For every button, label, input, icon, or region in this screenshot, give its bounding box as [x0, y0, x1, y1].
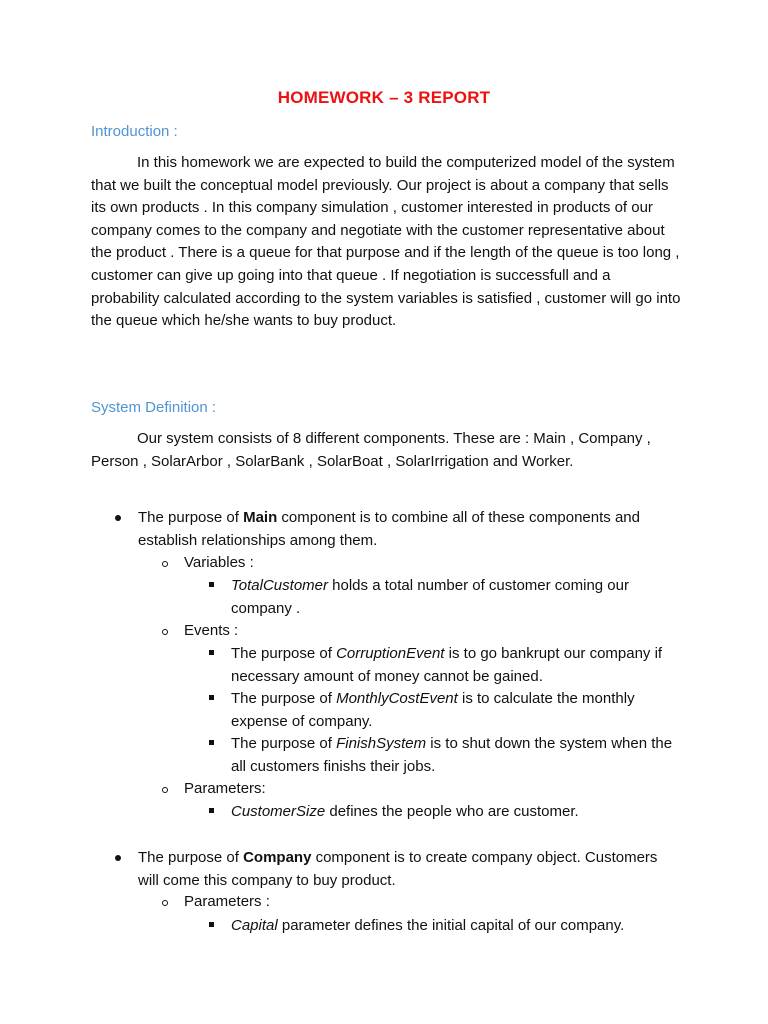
system-definition-paragraph: [91, 428, 681, 473]
bullet-circle-icon: [162, 629, 168, 635]
company-parameters-label: Parameters :: [184, 893, 270, 910]
company-component-bullet: The purpose of Company component is to create company object. Customers will come this company to buy product.: [138, 849, 658, 889]
bullet-circle-icon: [162, 787, 168, 793]
introduction-paragraph: [91, 152, 681, 333]
monthly-cost-event-item: The purpose of MonthlyCostEvent is to calculate the monthly expense of company.: [231, 690, 635, 730]
main-component-bullet: The purpose of Main component is to combine all of these components and establish relationships among them.: [138, 509, 640, 549]
parameters-label: Parameters:: [184, 780, 266, 797]
bullet-square-icon: [209, 582, 214, 587]
system-definition-text: Our system consists of 8 different components. These are : Main , Company , Person , SolarArbor , SolarBank , SolarBoat , SolarIrrigation and Worker.: [91, 430, 651, 470]
customer-size-item: CustomerSize defines the people who are customer.: [231, 803, 579, 820]
capital-item: Capital parameter defines the initial capital of our company.: [231, 917, 625, 934]
bullet-square-icon: [209, 650, 214, 655]
introduction-heading: Introduction :: [91, 123, 178, 140]
total-customer-item: TotalCustomer holds a total number of customer coming our company .: [231, 577, 629, 617]
bullet-disc-icon: [115, 855, 121, 861]
bullet-circle-icon: [162, 561, 168, 567]
bullet-square-icon: [209, 922, 214, 927]
bullet-square-icon: [209, 695, 214, 700]
introduction-text: In this homework we are expected to build the computerized model of the system that we built the conceptual model previously. Our project is about a company that sells its own products . In this company simulation , customer interested in products of our company comes to the company and negotiate with the customer representative about the product . There is a queue for that purpose and if the length of the queue is too long , customer can give up going into that queue . If negotiation is successfull and a probability calculated according to the system variables is satisfied , customer will go into the queue which he/she wants to buy product.: [91, 154, 681, 330]
report-title: HOMEWORK – 3 REPORT: [277, 88, 491, 107]
system-definition-heading: System Definition :: [91, 399, 217, 416]
bullet-circle-icon: [162, 900, 168, 906]
bullet-square-icon: [209, 808, 214, 813]
variables-label: Variables :: [184, 554, 254, 571]
events-label: Events :: [184, 622, 239, 639]
bullet-square-icon: [209, 740, 214, 745]
bullet-disc-icon: [115, 515, 121, 521]
company-component-name: Company: [243, 849, 312, 866]
finish-system-item: The purpose of FinishSystem is to shut down the system when the all customers finishs their jobs.: [231, 735, 673, 775]
corruption-event-item: The purpose of CorruptionEvent is to go bankrupt our company if necessary amount of money cannot be gained.: [231, 645, 663, 685]
main-component-name: Main: [243, 509, 278, 526]
